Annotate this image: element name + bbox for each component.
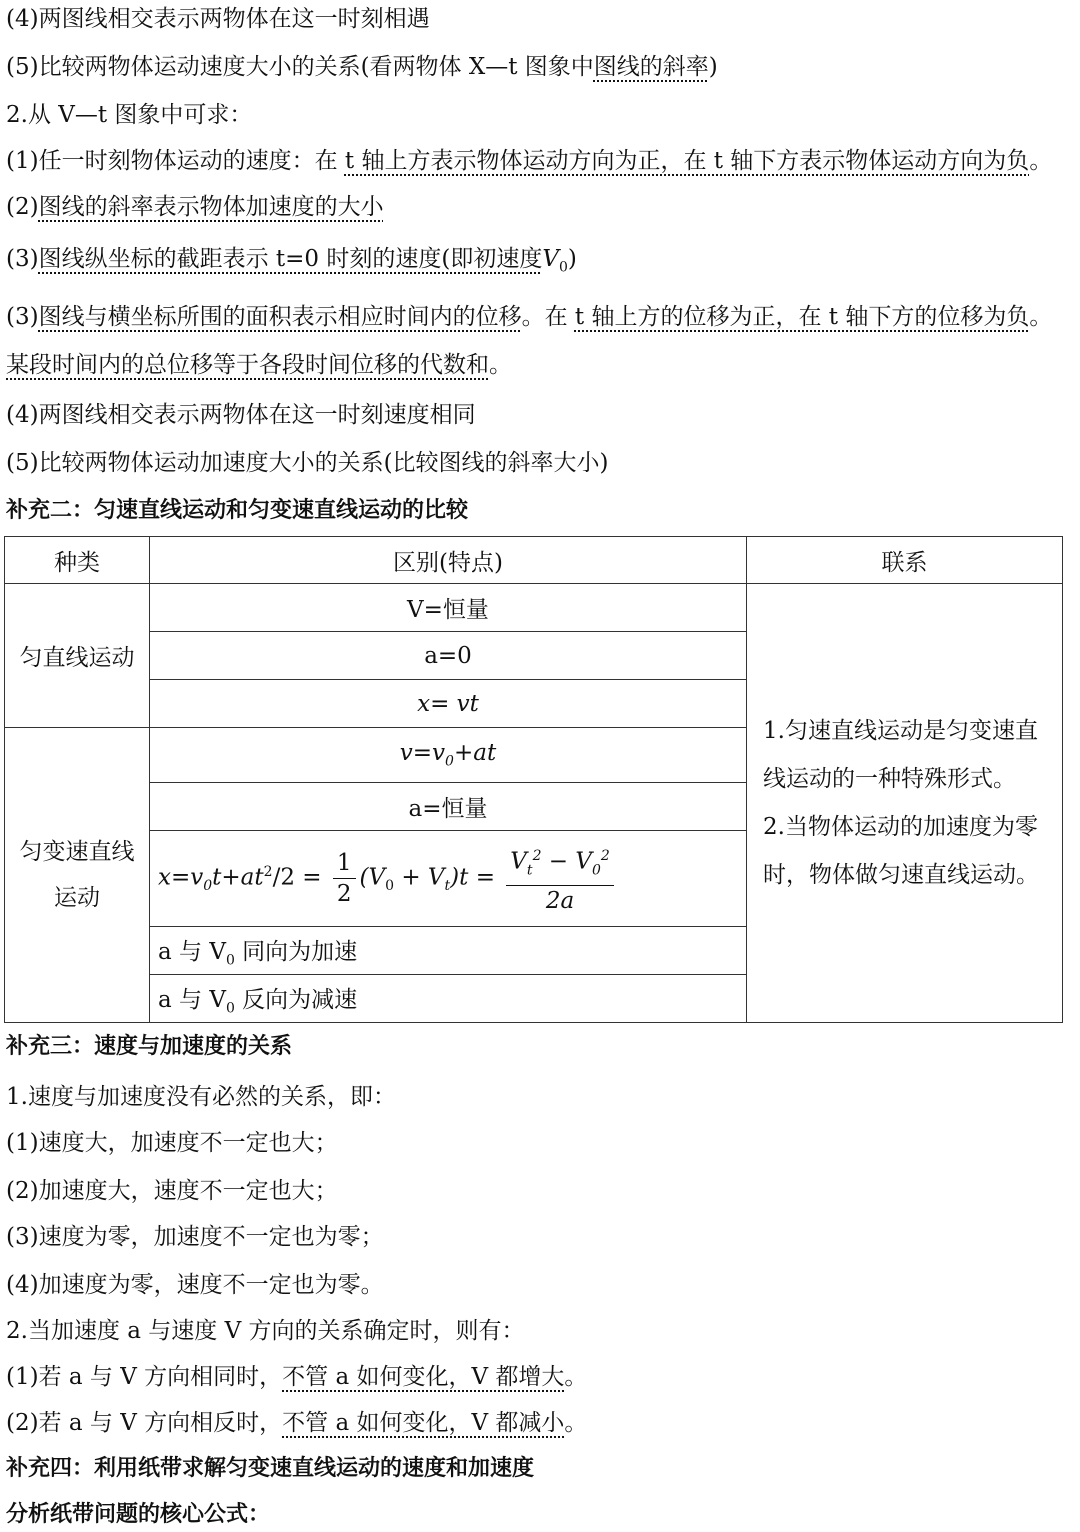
relation-line: 2.当物体运动的加速度为零: [763, 814, 1038, 840]
text-line: (2)加速度大，速度不一定也大；: [6, 1178, 338, 1204]
fraction-velocity-squares: $\frac{V_t^2 - V_0^2}{2a}$: [506, 841, 614, 916]
category-uniform: 匀直线运动: [5, 584, 150, 728]
section-title: 补充二：匀速直线运动和匀变速直线运动的比较: [6, 498, 469, 523]
accel-opposite-direction: a 与 $V_0$ 反向为减速: [150, 975, 747, 1023]
section-title: 补充三：速度与加速度的关系: [6, 1034, 293, 1059]
accel-acceleration: a=恒量: [150, 783, 747, 831]
section-subtitle: 分析纸带问题的核心公式：: [6, 1502, 271, 1527]
relation-line: 1.匀速直线运动是匀变速直: [763, 718, 1038, 744]
text-line: (2)若 a 与 V 方向相反时，不管 a 如何变化，V 都减小。: [6, 1410, 588, 1436]
section-title: 补充四：利用纸带求解匀变速直线运动的速度和加速度: [6, 1456, 535, 1481]
table-header-row: [5, 537, 1063, 584]
fraction-half: $\frac{1}{2}$: [333, 848, 356, 909]
accel-displacement-formula: $x=v_0t+at^2/2$ = $\frac{1}{2}$ $(V_0 + V_t)t$ = $\frac{V_t^2 - V_0^2}{2a}$: [150, 831, 747, 927]
text-line: 2.当加速度 a 与速度 V 方向的关系确定时，则有：: [6, 1318, 525, 1344]
text-line: 2.从 V—t 图象中可求：: [6, 102, 253, 128]
relation-line: 线运动的一种特殊形式。: [763, 766, 1016, 792]
text-line: (1)任一时刻物体运动的速度：在 t 轴上方表示物体运动方向为正，在 t 轴下方表示物体运动方向为负。: [6, 148, 1053, 174]
uniform-displacement: x= vt: [150, 680, 747, 728]
text-line: (3)速度为零，加速度不一定也为零；: [6, 1224, 384, 1250]
text-line: (1)速度大，加速度不一定也大；: [6, 1130, 338, 1156]
header-cell: 联系: [747, 537, 1063, 584]
header-cell: 种类: [5, 537, 150, 584]
text-line: (4)两图线相交表示两物体在这一时刻速度相同: [6, 402, 476, 428]
accel-velocity-formula: $v=v_0+at$: [150, 728, 747, 783]
relation-line: 时，物体做匀速直线运动。: [763, 862, 1039, 888]
text-line: 某段时间内的总位移等于各段时间位移的代数和。: [6, 352, 512, 378]
header-cell: 区别(特点): [150, 537, 747, 584]
text-line: (3)图线纵坐标的截距表示 t=0 时刻的速度(即初速度$V_0$): [6, 246, 577, 276]
category-accelerated: 匀变速直线 运动: [5, 728, 150, 1023]
text-line: 1.速度与加速度没有必然的关系，即：: [6, 1084, 396, 1110]
text-line: (4)加速度为零，速度不一定也为零。: [6, 1272, 384, 1298]
accel-same-direction: a 与 $V_0$ 同向为加速: [150, 927, 747, 975]
comparison-table: [4, 536, 1063, 1023]
table-row: [5, 584, 1063, 632]
uniform-acceleration: a=0: [150, 632, 747, 680]
relation-cell: [747, 584, 1063, 1023]
text-line: (4)两图线相交表示两物体在这一时刻相遇: [6, 6, 430, 32]
text-line: (5)比较两物体运动加速度大小的关系(比较图线的斜率大小): [6, 450, 609, 476]
text-line: (2)图线的斜率表示物体加速度的大小: [6, 194, 384, 220]
text-line: (1)若 a 与 V 方向相同时，不管 a 如何变化，V 都增大。: [6, 1364, 588, 1390]
text-line: (5)比较两物体运动速度大小的关系(看两物体 X—t 图象中图线的斜率): [6, 54, 718, 80]
text-line: (3)图线与横坐标所围的面积表示相应时间内的位移。在 t 轴上方的位移为正，在 t 轴下方的位移为负。: [6, 304, 1053, 330]
uniform-velocity: V=恒量: [150, 584, 747, 632]
